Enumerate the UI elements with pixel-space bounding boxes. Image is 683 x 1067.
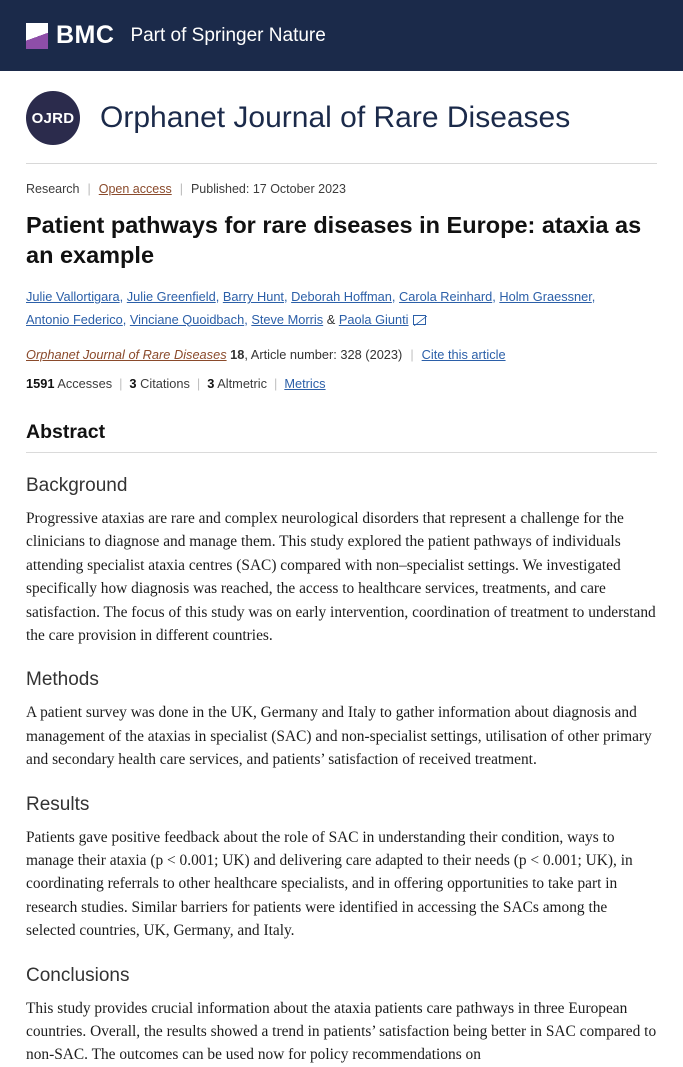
published-date: Published: 17 October 2023 xyxy=(190,182,346,196)
metrics-line xyxy=(26,376,657,391)
volume-number: 18 xyxy=(230,346,245,362)
author-link[interactable]: Steve Morris xyxy=(251,311,324,327)
envelope-icon[interactable] xyxy=(413,315,426,325)
accesses-count: 1591 xyxy=(26,375,55,391)
bmc-logo-mark-icon xyxy=(26,23,48,49)
author-link[interactable]: Barry Hunt xyxy=(222,289,284,305)
altmetric-count: 3 xyxy=(207,375,215,391)
journal-logo-icon[interactable]: OJRD xyxy=(26,91,80,145)
citation-separator: | xyxy=(410,346,414,362)
bmc-wordmark: BMC xyxy=(56,21,115,49)
section-heading-conclusions: Conclusions xyxy=(26,964,130,986)
author-link[interactable]: Julie Greenfield xyxy=(126,289,216,305)
author-link[interactable]: Julie Vallortigara xyxy=(26,289,120,305)
citations-count: 3 xyxy=(129,375,137,391)
author-link[interactable]: Vinciane Quoidbach xyxy=(129,311,245,327)
article-type: Research xyxy=(26,182,80,196)
author-conjunction: & xyxy=(326,311,336,327)
author-link[interactable]: Carola Reinhard xyxy=(399,289,493,305)
article-container xyxy=(0,182,683,1067)
journal-name-link[interactable]: Orphanet Journal of Rare Diseases xyxy=(26,346,227,362)
altmetric-label: Altmetric xyxy=(217,375,267,391)
journal-header xyxy=(0,71,683,163)
metrics-separator-2: | xyxy=(196,375,201,391)
metrics-separator-1: | xyxy=(119,375,123,391)
journal-title[interactable]: Orphanet Journal of Rare Diseases xyxy=(100,101,571,134)
abstract-heading: Abstract xyxy=(26,421,657,453)
article-meta xyxy=(26,182,657,196)
meta-separator-1: | xyxy=(87,182,91,196)
corresponding-author-link[interactable]: Paola Giunti xyxy=(338,311,409,327)
accesses-label: Accesses xyxy=(57,375,113,391)
author-list: Julie Vallortigara, Julie Greenfield, Barry Hunt, Deborah Hoffman, Carola Reinhard, Holm Graessner, Antonio Federico, Vinciane Quoidbach, Steve Morris & Paola Giunti xyxy=(26,289,596,327)
author-link[interactable]: Deborah Hoffman xyxy=(291,289,392,305)
author-link[interactable]: Antonio Federico xyxy=(26,311,123,327)
section-heading-background: Background xyxy=(26,474,128,496)
metrics-link[interactable]: Metrics xyxy=(284,375,326,391)
section-heading-results: Results xyxy=(26,793,90,815)
open-access-link[interactable]: Open access xyxy=(98,182,172,196)
header-divider xyxy=(26,163,657,164)
citation-line xyxy=(26,347,657,362)
cite-article-link[interactable]: Cite this article xyxy=(421,346,506,362)
author-link[interactable]: Holm Graessner xyxy=(499,289,592,305)
bmc-logo[interactable] xyxy=(26,21,114,50)
metrics-separator-3: | xyxy=(274,375,278,391)
section-heading-methods: Methods xyxy=(26,669,99,691)
springer-nature-tagline: Part of Springer Nature xyxy=(130,24,326,46)
citations-label: Citations xyxy=(140,375,190,391)
page-title: Patient pathways for rare diseases in Europe: ataxia as an example xyxy=(26,212,642,269)
section-text-background: Progressive ataxias are rare and complex neurological disorders that represent a challenge for the clinicians to diagnose and manage them. This study explored the patient pathways of individuals attending specialist ataxia centres (SAC) compared with non–specialist settings. We investigated specifically how diagnosis was reached, the access to healthcare services, treatments, and care satisfaction. The focus of this study was on early intervention, coordination of treatment to understand the care provision in different countries. xyxy=(26,509,656,644)
meta-separator-2: | xyxy=(179,182,183,196)
brand-bar xyxy=(0,0,683,71)
section-text-conclusions: This study provides crucial information about the ataxia patients care pathways in three European countries. Overall, the results showed a trend in patients’ satisfaction being better in SAC compared to non-SAC. The outcomes can be used now for policy recommendations on xyxy=(26,999,657,1064)
article-number: , Article number: 328 (2023) xyxy=(244,346,403,362)
section-text-methods: A patient survey was done in the UK, Germany and Italy to gather information about diagnosis and management of the ataxias in specialist (SAC) and non-specialist settings, utilisation of other primary and secondary health care services, and patients’ satisfaction of received treatment. xyxy=(26,704,652,769)
section-text-results: Patients gave positive feedback about the role of SAC in understanding their condition, ways to manage their ataxia (p < 0.001; UK) and delivering care adapted to their needs (p < 0.001; UK), in coordinating referrals to other healthcare specialists, and in offering opportunities to take part in research studies. Similar barriers for patients were identified in accessing the SACs among the selected countries, UK, Germany, and Italy. xyxy=(26,828,633,940)
